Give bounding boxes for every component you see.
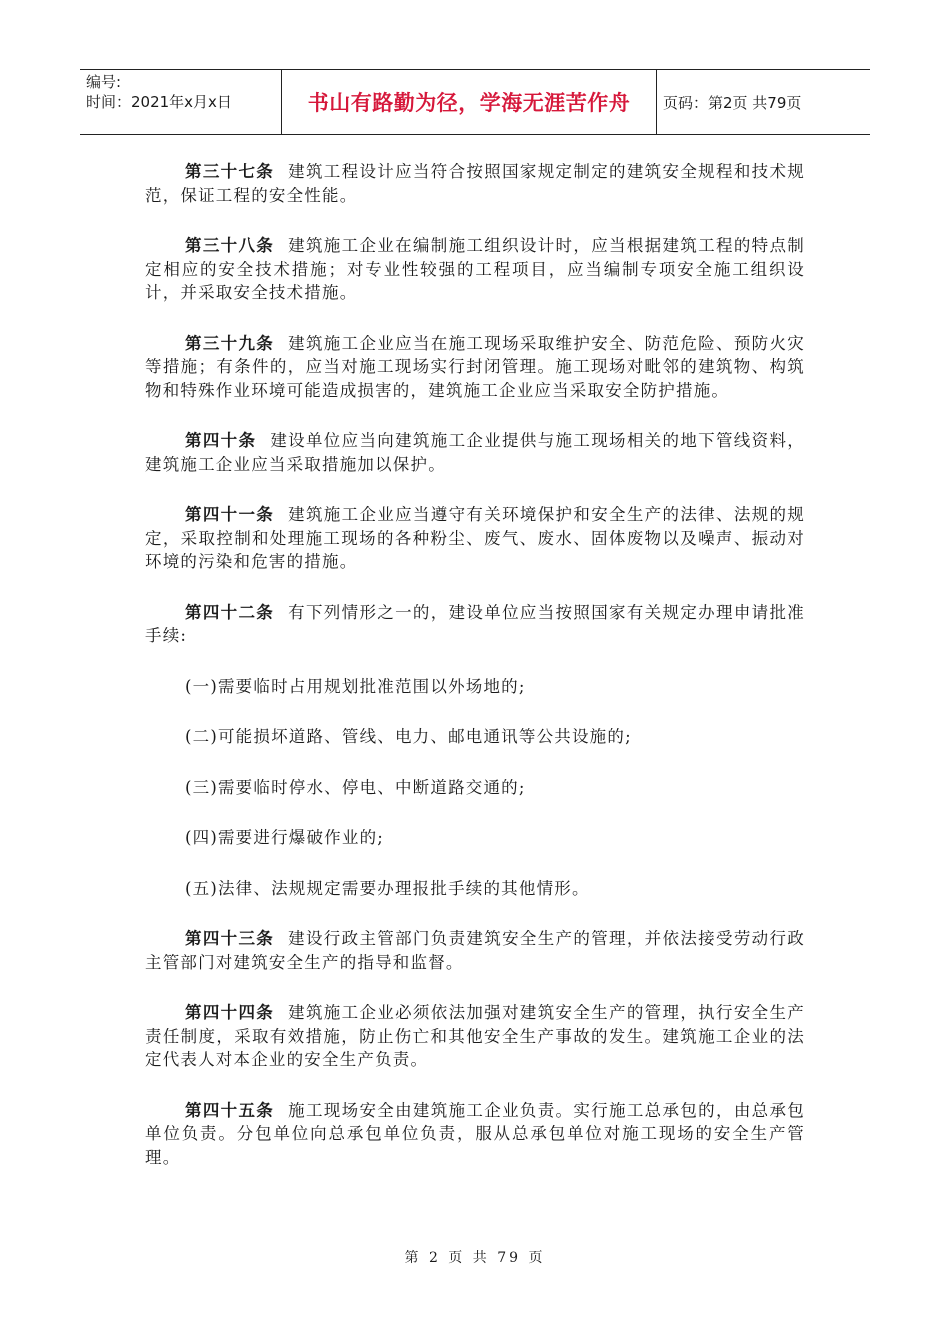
article-paragraph [145, 160, 805, 207]
article-text: 施工现场安全由建筑施工企业负责。实行施工总承包的，由总承包单位负责。分包单位向总承包单位负责，服从总承包单位对施工现场的安全生产管理。 [145, 1100, 805, 1167]
article-paragraph [145, 429, 805, 476]
article-paragraph [145, 503, 805, 574]
article-paragraph [145, 332, 805, 403]
header-motto: 书山有路勤为径，学海无涯苦作舟 [307, 91, 631, 115]
article-paragraph [145, 927, 805, 974]
article-text: 建设行政主管部门负责建筑安全生产的管理，并依法接受劳动行政主管部门对建筑安全生产的指导和监督。 [145, 929, 805, 972]
list-item: (一)需要临时占用规划批准范围以外场地的; [185, 676, 526, 696]
article-title: 第四十二条 [185, 602, 275, 622]
article-text: 建设单位应当向建筑施工企业提供与施工现场相关的地下管线资料，建筑施工企业应当采取措施加以保护。 [145, 431, 805, 474]
header-page-info: 页码：第2页 共79页 [663, 93, 802, 112]
article-title: 第四十四条 [185, 1003, 275, 1022]
document-body [145, 160, 805, 1196]
article-paragraph [145, 1099, 805, 1170]
document-number-label: 编号: [86, 73, 122, 91]
article-text: 建筑施工企业应当在施工现场采取维护安全、防范危险、预防火灾等措施；有条件的，应当对施工现场实行封闭管理。施工现场对毗邻的建筑物、构筑物和特殊作业环境可能造成损害的，建筑施工企业应当采取安全防护措施。 [145, 333, 805, 400]
article-text: 建筑施工企业应当遵守有关环境保护和安全生产的法律、法规的规定，采取控制和处理施工现场的各种粉尘、废气、废水、固体废物以及噪声、振动对环境的污染和危害的措施。 [145, 505, 805, 571]
list-item: (四)需要进行爆破作业的; [185, 828, 385, 847]
article-title: 第三十八条 [185, 236, 275, 255]
list-item: (二)可能损坏道路、管线、电力、邮电通讯等公共设施的; [185, 727, 632, 746]
header-motto-cell [282, 70, 657, 134]
header-page-info-cell [657, 70, 870, 134]
article-paragraph [145, 234, 805, 305]
list-item: (三)需要临时停水、停电、中断道路交通的; [185, 777, 526, 797]
article-text: 有下列情形之一的，建设单位应当按照国家有关规定办理申请批准手续: [145, 602, 805, 645]
document-time-label: 时间：2021年x月x日 [86, 93, 232, 111]
article-text: 建筑施工企业在编制施工组织设计时，应当根据建筑工程的特点制定相应的安全技术措施；对专业性较强的工程项目，应当编制专项安全施工组织设计，并采取安全技术措施。 [145, 236, 805, 302]
header-meta [80, 70, 282, 134]
document-header [80, 69, 870, 135]
article-title: 第四十条 [185, 431, 257, 450]
page-footer: 第 2 页 共 79 页 [404, 1250, 546, 1266]
list-item: (五)法律、法规规定需要办理报批手续的其他情形。 [185, 878, 590, 898]
article-title: 第四十五条 [185, 1100, 275, 1120]
article-text: 建筑工程设计应当符合按照国家规定制定的建筑安全规程和技术规范，保证工程的安全性能。 [145, 162, 805, 205]
article-title: 第三十七条 [185, 162, 275, 181]
article-text: 建筑施工企业必须依法加强对建筑安全生产的管理，执行安全生产责任制度，采取有效措施，防止伤亡和其他安全生产事故的发生。建筑施工企业的法定代表人对本企业的安全生产负责。 [145, 1003, 805, 1069]
article-title: 第四十三条 [185, 929, 275, 948]
article-paragraph [145, 1001, 805, 1072]
article-paragraph [145, 601, 805, 648]
article-title: 第四十一条 [185, 505, 275, 524]
article-title: 第三十九条 [185, 333, 275, 353]
